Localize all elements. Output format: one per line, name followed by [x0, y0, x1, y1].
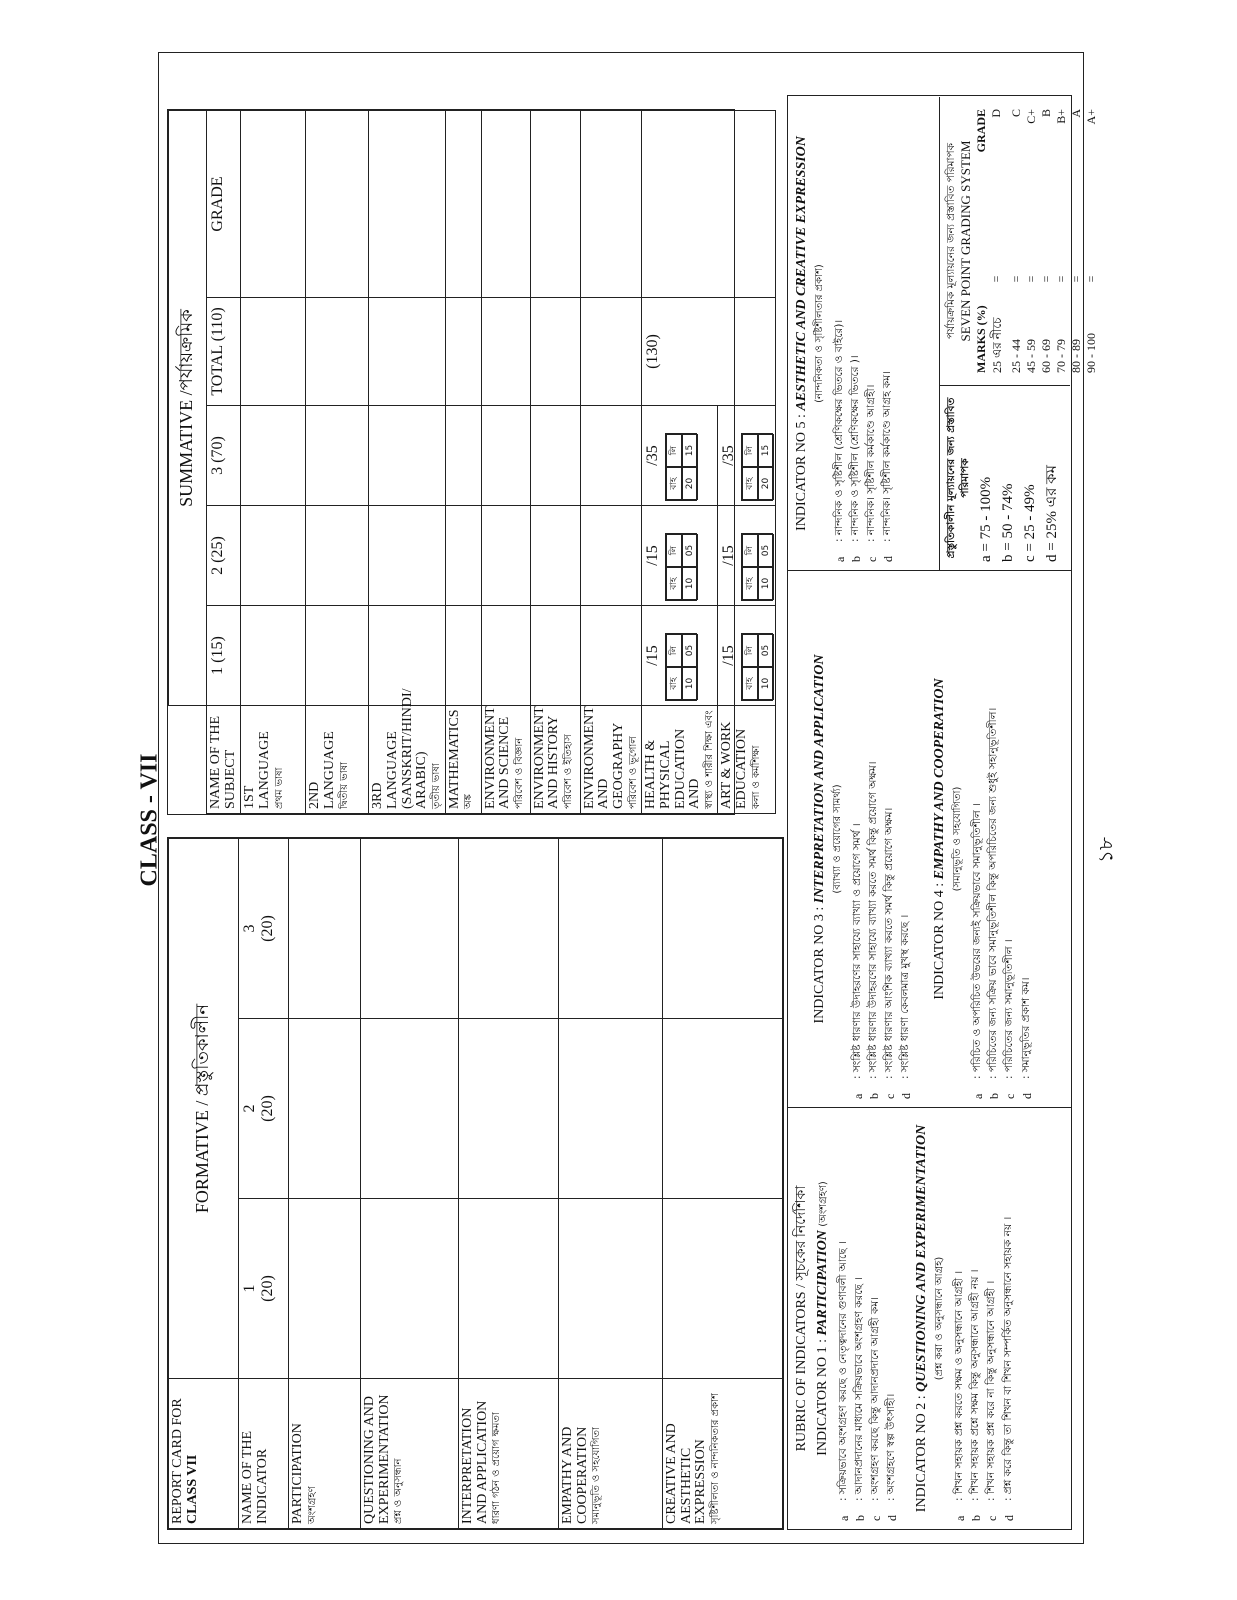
rubric-col-1 — [788, 1107, 1071, 1529]
subject-row-health: HEALTH & PHYSICAL EDUCATION AND স্বাস্থ্য ও শারীর শিক্ষা এবং — [642, 706, 718, 814]
indicator-5-heading: INDICATOR NO 5 : AESTHETIC AND CREATIVE EXPRESSION (নান্দনিকতা ও সৃষ্টিশীলতার প্রকাশ) — [794, 136, 825, 531]
indicator-4-heading: INDICATOR NO 4 : EMPATHY AND COOPERATION (সমানুভূতি ও সহযোগিতা) — [932, 678, 964, 1000]
formative-col-2: 2 (20) — [239, 1019, 289, 1199]
grade-row: 25 এর নীচে = D — [989, 109, 1005, 373]
formative-col-3: 3 (20) — [239, 839, 289, 1019]
summative-col-3: 3 (70) — [207, 406, 241, 506]
grading-system: পর্যায়ক্রমিক মূল্যায়নের জন্য প্রস্তাবিত পরিমাপক SEVEN POINT GRADING SYSTEM MARKS (%) GRADE 25 এর নীচে = D 25 - 44 = C 45 - 59 = C+ 60 - 69 = B 70 - 79 = B+ 80 - 89 = A 90 - 100 = A+ — [940, 97, 1070, 385]
indicator-row: QUESTIONING AND EXPERIMENTATION প্রশ্ন ও অনুসন্ধান — [361, 1379, 459, 1529]
formative-col-1: 1 (20) — [239, 1199, 289, 1379]
summative-title: SUMMATIVE /পর্যায়ক্রমিক — [169, 111, 207, 706]
summative-col-1: 1 (15) — [207, 606, 241, 706]
subject-row: MATHEMATICS অঙ্ক — [445, 706, 481, 814]
grade-row: 45 - 59 = C+ — [1024, 109, 1039, 373]
rubric-col-3 — [788, 97, 1099, 570]
subject-row: ENVIRONMENT AND SCIENCE পরিবেশ ও বিজ্ঞান — [481, 706, 530, 814]
scale-b: b = 50 - 74% — [1000, 483, 1017, 562]
indicator-5-levels: a : নান্দনিক ও সৃষ্টিশীল (শ্রেণিকক্ষের ভিতরে ও বাইরে)। b : নান্দনিক ও সৃষ্টিশীল (শ্রেণিকক্ষের ভিতরে )। c : নান্দনিক। সৃষ্টিশীল কর্মকাণ্ডে আগ্রহী। d : নান্দনিক। সৃষ্টিশীল কর্মকাণ্ডে আগ্রহ কম। — [832, 319, 896, 562]
indicator-2-levels: a : শিখন সহায়ক প্রশ্ন করতে সক্ষম ও অনুসন্ধানে আগ্রহী । b : শিখন সহায়ক প্রশ্নে সক্ষম কিন্তু অনুসন্ধানে আগ্রহী নয় । c : শিখন সহায়ক প্রশ্ন করে না কিন্তু অনুসন্ধানে আগ্রহী । d : প্রশ্ন করে কিন্তু তা শিখন বা শিখন সম্পর্কিত অনুসন্ধানে সহায়ক নয় । — [952, 1216, 1016, 1521]
indicator-4-levels: a : পরিচিত ও অপরিচিত উভয়ের জন্যই সক্রিয়ভাবে সমানুভূতিশীল । b : পরিচিতের জন্য সক্রিয় ভাবে সমানুভূতিশীল কিন্তু অপরিচিতের জন্য শুধুই সহানুভূতিশীল। c : পরিচিতের জন্য সমানুভূতিশীল । d : সমানুভূতির প্রকাশ কম। — [970, 707, 1034, 1099]
grade-row: 25 - 44 = C — [1009, 109, 1024, 373]
summative-col-2: 2 (25) — [207, 506, 241, 606]
page-number: ১৮ — [1095, 837, 1118, 863]
class-title: CLASS - VII — [136, 753, 163, 887]
combined-total: (130) — [642, 298, 776, 406]
health-s2: /15 বাহ লি 10 05 — [642, 506, 718, 606]
rubric-col-2 — [788, 570, 1071, 1107]
grade-row: 90 - 100 = A+ — [1084, 109, 1099, 373]
indicator-row: EMPATHY AND COOPERATION সমানুভূতি ও সহযোগিতা — [559, 1379, 663, 1529]
subject-row: ENVIRONMENT AND GEOGRAPHY পরিবেশ ও ভূগোল — [580, 706, 642, 814]
rubric-panel — [787, 95, 1099, 1530]
art-s1: /15 বাহ লি 10 05 — [718, 606, 776, 706]
indicator-row: INTERPRETATION AND APPLICATION ধারণা গঠন ও প্রয়োগ ক্ষমতা — [459, 1379, 559, 1529]
summative-col-grade: GRADE — [207, 111, 241, 298]
art-s2: /15 বাহ লি 10 05 — [718, 506, 776, 606]
scale-a: a = 75 - 100% — [978, 476, 995, 562]
indicator-col-header: NAME OF THE INDICATOR — [239, 1379, 289, 1529]
report-card-title-cell: REPORT CARD FOR CLASS VII — [169, 1379, 239, 1529]
indicator-row: PARTICIPATION অংশগ্রহণ — [289, 1379, 361, 1529]
summative-table — [167, 109, 772, 815]
art-s3: /35 বাহ লি 20 15 — [718, 406, 776, 506]
summative-col-total: TOTAL (110) — [207, 298, 241, 406]
indicator-row: CREATIVE AND AESTHETIC EXPRESSION সৃষ্টিশীলতা ও নান্দনিকতার প্রকাশ — [663, 1379, 783, 1529]
formative-scale: প্রস্তুতিকালীন মূল্যায়নের জন্য প্রস্তাবিত পরিমাপক a = 75 - 100% b = 50 - 74% c = 25 - 49% d = 25% এর কম — [940, 385, 1070, 570]
rubric-title: RUBRIC OF INDICATORS / সূচকের নির্দেশিকা — [794, 1185, 809, 1452]
indicator-1-heading: INDICATOR NO 1 : PARTICIPATION (অংশগ্রহণ) — [814, 1181, 830, 1456]
subject-row: 3RD LANGUAGE (SANSKRIT/HINDI/ ARABIC) তৃতীয় ভাষা — [369, 706, 445, 814]
subject-row: ENVIRONMENT AND HISTORY পরিবেশ ও ইতিহাস — [530, 706, 580, 814]
indicator-2-heading: INDICATOR NO 2 : QUESTIONING AND EXPERIMENTATION (প্রশ্ন করা ও অনুসন্ধানে আগ্রহ) — [914, 1124, 946, 1513]
subject-row: 1ST LANGUAGE প্রথম ভাষা — [241, 706, 306, 814]
grade-row: 80 - 89 = A — [1069, 109, 1084, 373]
subject-col-header: NAME OF THE SUBJECT — [207, 706, 241, 814]
grade-row: 70 - 79 = B+ — [1054, 109, 1069, 373]
formative-title: FORMATIVE / প্রস্তুতিকালীন — [169, 839, 239, 1379]
formative-table — [167, 837, 784, 1530]
subject-row: 2ND LANGUAGE দ্বিতীয় ভাষা — [306, 706, 369, 814]
indicator-3-levels: a : সংশ্লিষ্ট ধারণার উদাহরণের সাহায্যে ব্যাখ্যা ও প্রয়োগে সমর্থ । b : সংশ্লিষ্ট ধারণার উদাহরণের সাহায্যে ব্যাখ্যা করতে সমর্থ কিন্তু প্রয়োগে অক্ষম। c : সংশ্লিষ্ট ধারণার আংশিক ব্যাখ্যা করতে সমর্থ কিন্তু প্রয়োগে অক্ষম। d : সংশ্লিষ্ট ধারণা কেবলমাত্র মুখস্থ করছে । — [850, 761, 914, 1099]
subject-row-art: ART & WORK EDUCATION কলা ও কর্মশিক্ষা — [718, 706, 776, 814]
health-s3: /35 বাহ লি 20 15 — [642, 406, 718, 506]
scale-c: c = 25 - 49% — [1021, 484, 1038, 562]
indicator-3-heading: INDICATOR NO 3 : INTERPRETATION AND APPLICATION (ব্যাখ্যা ও প্রয়োগের সামর্থ্য) — [812, 654, 843, 1024]
scale-d: d = 25% এর কম — [1043, 465, 1060, 562]
report-card-sheet — [167, 95, 1099, 1530]
indicator-1-levels: a : সক্রিয়ভাবে অংশগ্রহণ করছে ও নেতৃত্বদানের গুণাবলী আছে । b : আদানপ্রদানের মাধ্যমে সক্রিয়ভাবে অংশগ্রহণ করছে । c : অংশগ্রহণ করছে কিন্তু আদানপ্রদানে আগ্রহী কম। d : অংশগ্রহণে স্বল্প উৎসাহী। — [836, 1241, 900, 1521]
health-s1: /15 বাহ লি 10 05 — [642, 606, 718, 706]
grade-row: 60 - 69 = B — [1039, 109, 1054, 373]
